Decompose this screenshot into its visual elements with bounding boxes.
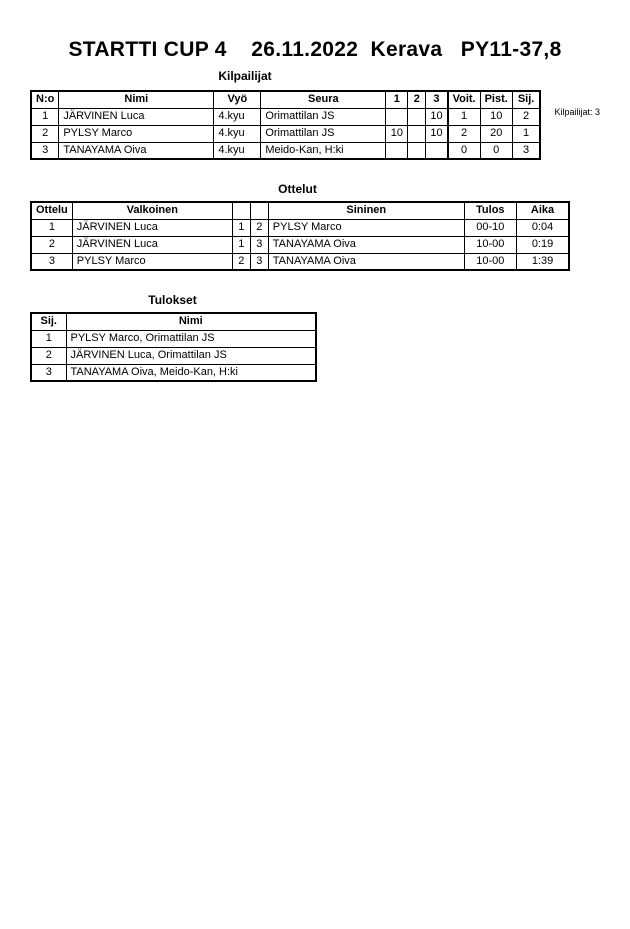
col-header-match: Ottelu: [31, 202, 72, 219]
score-cell: 10-00: [464, 253, 516, 270]
col-header-round-1: 1: [386, 91, 408, 108]
wins-cell: 0: [448, 142, 481, 159]
matches-header: [31, 202, 569, 219]
col-header-blue-number: [250, 202, 268, 219]
blue-number-cell: 2: [250, 219, 268, 236]
table-row: [31, 330, 316, 347]
col-header-wins: Voit.: [448, 91, 481, 108]
blue-number-cell: 3: [250, 253, 268, 270]
blue-name-cell: TANAYAMA Oiva: [268, 236, 464, 253]
header-row: [31, 313, 316, 330]
header-row: [31, 91, 540, 108]
place-cell: 3: [512, 142, 540, 159]
col-header-place: Sij.: [512, 91, 540, 108]
matches-caption: Ottelut: [278, 182, 317, 196]
blue-name-cell: TANAYAMA Oiva: [268, 253, 464, 270]
col-header-belt: Vyö: [214, 91, 261, 108]
competitors-header: [31, 91, 540, 108]
number-cell: 3: [31, 142, 59, 159]
table-row: [31, 108, 540, 125]
name-cell: PYLSY Marco: [59, 125, 214, 142]
round-1-cell: 10: [386, 125, 408, 142]
header-row: [31, 202, 569, 219]
name-club-cell: JÄRVINEN Luca, Orimattilan JS: [66, 347, 316, 364]
col-header-round-3: 3: [426, 91, 448, 108]
belt-cell: 4.kyu: [214, 142, 261, 159]
points-cell: 10: [480, 108, 512, 125]
white-number-cell: 2: [232, 253, 250, 270]
club-cell: Orimattilan JS: [261, 108, 386, 125]
table-row: [31, 142, 540, 159]
table-row: [31, 364, 316, 381]
points-cell: 20: [480, 125, 512, 142]
col-header-blue: Sininen: [268, 202, 464, 219]
round-2-cell: [408, 125, 426, 142]
wins-cell: 2: [448, 125, 481, 142]
table-row: [31, 125, 540, 142]
table-row: [31, 219, 569, 236]
match-number-cell: 2: [31, 236, 72, 253]
round-3-cell: [426, 142, 448, 159]
col-header-number: N:o: [31, 91, 59, 108]
table-row: [31, 253, 569, 270]
blue-name-cell: PYLSY Marco: [268, 219, 464, 236]
points-cell: 0: [480, 142, 512, 159]
col-header-place: Sij.: [31, 313, 66, 330]
white-name-cell: JÄRVINEN Luca: [72, 236, 232, 253]
name-cell: TANAYAMA Oiva: [59, 142, 214, 159]
col-header-points: Pist.: [480, 91, 512, 108]
competitors-caption: Kilpailijat: [218, 69, 272, 83]
place-cell: 3: [31, 364, 66, 381]
white-name-cell: JÄRVINEN Luca: [72, 219, 232, 236]
results-sheet: [0, 38, 630, 382]
time-cell: 0:04: [516, 219, 569, 236]
number-cell: 2: [31, 125, 59, 142]
name-club-cell: PYLSY Marco, Orimattilan JS: [66, 330, 316, 347]
score-cell: 10-00: [464, 236, 516, 253]
round-3-cell: 10: [426, 125, 448, 142]
competitors-body: [31, 108, 540, 159]
results-table: [30, 312, 317, 382]
match-number-cell: 1: [31, 219, 72, 236]
blue-number-cell: 3: [250, 236, 268, 253]
score-cell: 00-10: [464, 219, 516, 236]
competitors-table: [30, 90, 541, 160]
page-title: STARTTI CUP 4 26.11.2022 Kerava PY11-37,8: [68, 38, 562, 61]
results-body: [31, 330, 316, 381]
wins-cell: 1: [448, 108, 481, 125]
results-header: [31, 313, 316, 330]
col-header-score: Tulos: [464, 202, 516, 219]
name-club-cell: TANAYAMA Oiva, Meido-Kan, H:ki: [66, 364, 316, 381]
place-cell: 1: [512, 125, 540, 142]
round-2-cell: [408, 142, 426, 159]
place-cell: 2: [512, 108, 540, 125]
round-1-cell: [386, 142, 408, 159]
place-cell: 2: [31, 347, 66, 364]
matches-table: [30, 201, 570, 271]
competitor-count: Kilpailijat: 3: [554, 107, 600, 117]
match-number-cell: 3: [31, 253, 72, 270]
table-row: [31, 347, 316, 364]
number-cell: 1: [31, 108, 59, 125]
time-cell: 0:19: [516, 236, 569, 253]
round-1-cell: [386, 108, 408, 125]
club-cell: Orimattilan JS: [261, 125, 386, 142]
belt-cell: 4.kyu: [214, 108, 261, 125]
white-number-cell: 1: [232, 236, 250, 253]
table-row: [31, 236, 569, 253]
results-caption: Tulokset: [148, 293, 197, 307]
round-2-cell: [408, 108, 426, 125]
white-name-cell: PYLSY Marco: [72, 253, 232, 270]
matches-body: [31, 219, 569, 270]
col-header-name: Nimi: [66, 313, 316, 330]
col-header-white: Valkoinen: [72, 202, 232, 219]
col-header-club: Seura: [261, 91, 386, 108]
white-number-cell: 1: [232, 219, 250, 236]
col-header-name: Nimi: [59, 91, 214, 108]
col-header-round-2: 2: [408, 91, 426, 108]
place-cell: 1: [31, 330, 66, 347]
name-cell: JÄRVINEN Luca: [59, 108, 214, 125]
belt-cell: 4.kyu: [214, 125, 261, 142]
time-cell: 1:39: [516, 253, 569, 270]
col-header-time: Aika: [516, 202, 569, 219]
round-3-cell: 10: [426, 108, 448, 125]
col-header-white-number: [232, 202, 250, 219]
club-cell: Meido-Kan, H:ki: [261, 142, 386, 159]
